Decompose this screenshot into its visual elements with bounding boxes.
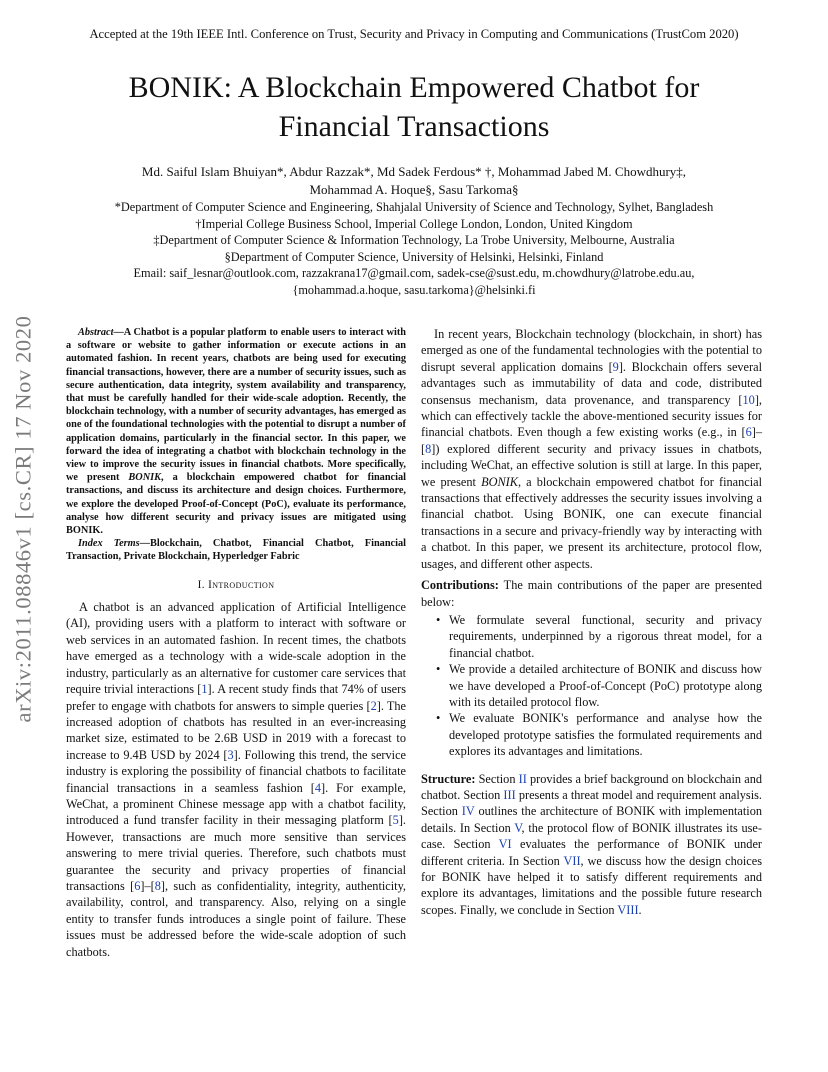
section-link[interactable]: V <box>514 820 522 835</box>
structure-text: evaluates the performance of BONIK under different criteria. In Section <box>421 837 762 868</box>
citation-link[interactable]: 8 <box>425 441 432 456</box>
section-link[interactable]: III <box>503 787 516 802</box>
structure-text: outlines the architecture of BONIK with implementation details. In Section <box>421 804 762 835</box>
intro-text: ]. However, transactions are much more sensitive than services answering to mere trivial queries. Therefore, such chatbots must guarantee the security and privacy properties of financial transactions [ <box>66 813 406 893</box>
intro-text: ]) explored different security and privacy issues in chatbots, including WeChat, an effective solution is still at large. In this paper, we present <box>421 441 762 489</box>
section-link[interactable]: II <box>518 771 527 786</box>
affiliation-3: ‡Department of Computer Science & Information Technology, La Trobe University, Melbourne, Australia <box>153 233 675 248</box>
intro-text: In recent years, Blockchain technology (blockchain, in short) has emerged as one of the fundamental technologies with the potential to disrupt several application domains [ <box>421 327 762 374</box>
list-item: • We provide a detailed architecture of BONIK and discuss how we have developed a Proof-of-Concept (PoC) prototype along with its detailed protocol flow. <box>449 661 762 710</box>
citation-link[interactable]: 8 <box>154 878 161 893</box>
abstract-label: Abstract <box>78 327 114 338</box>
structure-text: Section <box>475 771 519 786</box>
index-terms <box>66 537 406 563</box>
intro-text: , a blockchain empowered chatbot for financial transactions that effectively addresses the security issues involving a financial chatbot. Using BONIK, one can execute financial transactions in a secure and privacy-friendly way by interacting with a chatbot. In this paper, we present its architecture, protocol flow, usages, and different other aspects. <box>421 474 762 571</box>
structure-text: , we discuss how the design choices for BONIK have helped it to satisfy different requirements and explore its advantages, limitations and the possible future research scopes. Finally, we conclude in Section <box>421 853 762 917</box>
citation-link[interactable]: 6 <box>745 425 752 440</box>
abstract-text-b: , a blockchain empowered chatbot for financial transactions, and discuss its architecture and design choices. Furthermore, we explore the developed Proof-of-Concept (PoC), evaluate its performance, analyse how different security and privacy issues are mitigated using BONIK. <box>66 472 406 537</box>
intro-text: ]. A recent study finds that 74% of users prefer to engage with chatbots for answers to simple queries [ <box>66 682 406 713</box>
paper-title <box>60 68 768 146</box>
title-line-2: Financial Transactions <box>278 110 550 143</box>
citation-link[interactable]: 5 <box>392 813 399 828</box>
abstract-text-a: —A Chatbot is a popular platform to enable users to interact with a software or website to gather information or execute actions in an automated fashion. In recent years, chatbots are being used for executing financial transactions, however, there are a number of security issues, such as secure authentication, data integrity, system availability and transparency, that must be carefully handled for their wide-scale adoption. Recently, the blockchain technology, with a number of security advantages, has emerged as one of the foundational technologies with the potential to disrupt a number of application domains, particularly in the financial sector. In this paper, we forward the idea of integrating a chatbot with blockchain technology in the view to improve the security issues in financial chatbots. More specifically, we present <box>66 327 406 484</box>
contributions-list <box>421 612 762 760</box>
intro-text: A chatbot is an advanced application of Artificial Intelligence (AI), providing users with a platform to interact with software or web services in an automated fashion. In recent times, the chatbots have emerged as a technology with a wide-scale adoption in the industry, particularly as an alternative for customer care services that require trivial interactions [ <box>66 600 406 697</box>
section-link[interactable]: VI <box>498 837 512 852</box>
citation-link[interactable]: 6 <box>134 878 141 893</box>
title-line-1: BONIK: A Blockchain Empowered Chatbot for <box>128 71 700 104</box>
citation-link[interactable]: 9 <box>612 359 619 374</box>
left-column <box>66 326 406 960</box>
citation-link[interactable]: 3 <box>227 747 234 762</box>
intro-paragraph-2 <box>421 326 762 572</box>
email-line-2: {mohammad.a.hoque, sasu.tarkoma}@helsinki.fi <box>292 282 536 297</box>
intro-text: ]. The increased adoption of chatbots has resulted in an ever-increasing market size, estimated to be 2.6B USD in 2019 with a forecast to increase to 9.4B USD by 2024 [ <box>66 698 406 762</box>
section-link[interactable]: VII <box>563 853 581 868</box>
index-terms-label: Index Terms <box>78 538 140 550</box>
section-link[interactable]: IV <box>461 804 475 819</box>
affiliation-2: †Imperial College Business School, Imperial College London, London, United Kingdom <box>195 216 633 231</box>
structure-text: , the protocol flow of BONIK illustrates its use-case. Section <box>421 820 762 852</box>
structure-text: . <box>638 902 642 917</box>
affiliation-1: *Department of Computer Science and Engineering, Shahjalal University of Science and Technology, Sylhet, Bangladesh <box>114 200 714 214</box>
contributions-text: The main contributions of the paper are presented below: <box>421 578 762 609</box>
arxiv-id: arXiv:2011.08846v1 [cs.CR] 17 Nov 2020 <box>10 315 35 723</box>
email-line-1: Email: saif_lesnar@outlook.com, razzakrana17@gmail.com, sadek-cse@sust.edu, m.chowdhury@latrobe.edu.au, <box>133 266 695 281</box>
authors-line-1: Md. Saiful Islam Bhuiyan*, Abdur Razzak*, Md Sadek Ferdous* †, Mohammad Jabed M. Chowdhury‡, <box>141 164 687 179</box>
abstract <box>66 326 406 537</box>
affiliations <box>40 199 788 299</box>
structure-paragraph <box>421 771 762 919</box>
index-terms-text: —Blockchain, Chatbot, Financial Chatbot, Financial Transaction, Private Blockchain, Hyperledger Fabric <box>66 538 406 563</box>
authors-line-2: Mohammad A. Hoque§, Sasu Tarkoma§ <box>309 182 519 197</box>
intro-text: ]–[ <box>421 425 762 456</box>
intro-paragraph-1 <box>66 599 406 960</box>
list-item: • We formulate several functional, security and privacy requirements, underpinned by a rigorous threat model, for a financial chatbot. <box>449 612 762 661</box>
intro-text: ]. Blockchain offers several advantages such as immutability of data and code, distributed consensus mechanism, data provenance, and transparency [ <box>421 359 762 407</box>
section-heading-introduction: I. Introduction <box>197 578 275 591</box>
list-item: • We evaluate BONIK's performance and analyse how the developed prototype satisfies the formulated requirements and explores its advantages and limitations. <box>449 710 762 759</box>
abstract-bonik: BONIK <box>128 472 162 484</box>
contributions-label: Contributions: <box>421 578 499 593</box>
author-list <box>60 163 768 199</box>
affiliation-4: §Department of Computer Science, University of Helsinki, Helsinki, Finland <box>224 249 604 264</box>
conference-header: Accepted at the 19th IEEE Intl. Conference on Trust, Security and Privacy in Computing and Communications (TrustCom 2020) <box>89 27 739 41</box>
arxiv-stamp <box>2 278 44 760</box>
section-link[interactable]: VIII <box>617 902 639 917</box>
citation-link[interactable]: 2 <box>370 698 377 713</box>
intro-text: ], such as confidentiality, integrity, authenticity, availability, control, and transparency. Also, relying on a single entity to transfer funds introduces a single point of failure. These issues must be addressed before the wide-scale adoption of such chatbots. <box>66 878 406 959</box>
intro-text: ]–[ <box>140 878 155 893</box>
structure-text: presents a threat model and requirement analysis. Section <box>421 787 762 819</box>
bonik-name: BONIK <box>481 474 518 489</box>
intro-text: ]. Following this trend, the service industry is exploring the possibility of financial chatbots to facilitate financial transactions in a seamless fashion [ <box>66 747 406 795</box>
contributions-paragraph <box>421 577 762 610</box>
intro-text: ], which can effectively tackle the above-mentioned security issues for financial chatbots. Even though a few existing works (e.g., in [ <box>421 392 762 440</box>
citation-link[interactable]: 10 <box>742 392 755 407</box>
right-column <box>421 326 762 918</box>
structure-text: provides a brief background on blockchain and chatbot. Section <box>421 771 762 802</box>
citation-link[interactable]: 1 <box>201 682 208 697</box>
structure-label: Structure: <box>421 771 476 786</box>
intro-text: ]. For example, WeChat, a prominent Chinese message app with a chatbot facility, introduced a fund transfer facility in their messaging platform [ <box>66 780 406 828</box>
citation-link[interactable]: 4 <box>314 780 321 795</box>
